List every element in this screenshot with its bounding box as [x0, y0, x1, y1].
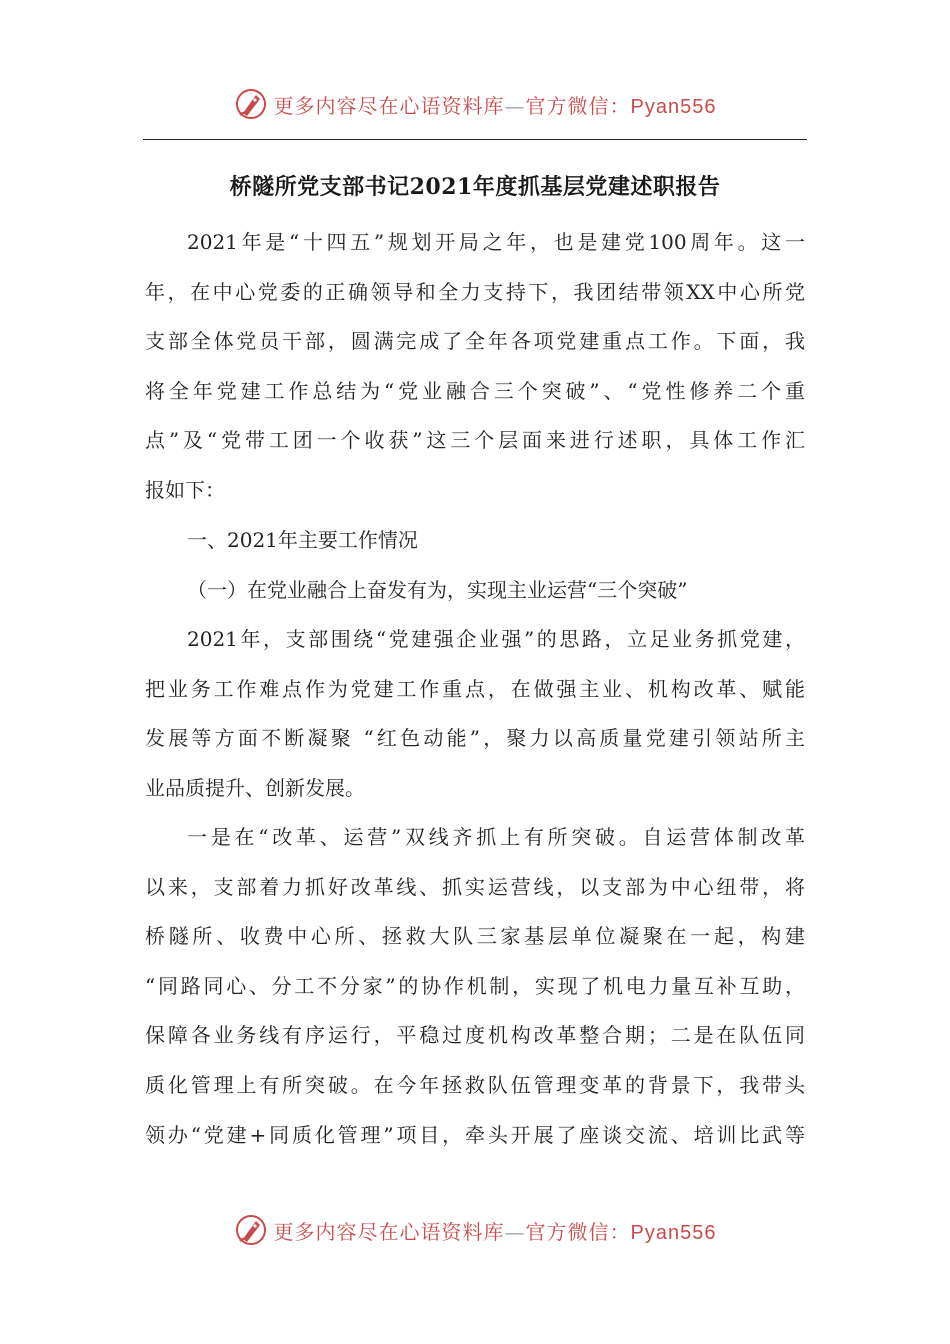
text-line: 一、2021年主要工作情况 [187, 528, 418, 552]
subsection-heading [145, 566, 805, 616]
paragraph-breakthroughs [145, 813, 805, 1160]
text-line: 业品质提升、创新发展。 [145, 775, 365, 800]
text-line: 2021年是“十四五”规划开局之年，也是建党100周年。这一 [187, 230, 805, 254]
header-banner [0, 84, 950, 124]
paragraph-2021 [145, 615, 805, 813]
banner-wechat-id: Pyan556 [630, 95, 717, 118]
text-line: 支部全体党员干部，圆满完成了全年各项党建重点工作。下面，我 [145, 329, 805, 354]
banner-dash: — [504, 93, 526, 118]
text-line: 桥隧所、收费中心所、拯救大队三家基层单位凝聚在一起，构建 [145, 924, 805, 949]
text-line: 把业务工作难点作为党建工作重点，在做强主业、机构改革、赋能 [145, 676, 805, 701]
paragraph-intro [145, 218, 805, 516]
banner-text [274, 90, 717, 119]
banner-wechat-label: 官方微信： [525, 93, 631, 118]
header-divider [143, 139, 807, 140]
banner-wechat-label: 官方微信： [525, 1219, 631, 1244]
banner-dash: — [504, 1219, 526, 1244]
text-line: 质化管理上有所突破。在今年拯救队伍管理变革的背景下，我带头 [145, 1072, 805, 1097]
banner-wechat-id: Pyan556 [630, 1221, 717, 1244]
text-line: 发展等方面不断凝聚 “红色动能”，聚力以高质量党建引领站所主 [145, 726, 805, 751]
text-line: 一是在“改革、运营”双线齐抓上有所突破。自运营体制改革 [187, 825, 805, 849]
document-title: 桥隧所党支部书记2021年度抓基层党建述职报告 [229, 174, 721, 200]
text-line: （一）在党业融合上奋发有为，实现主业运营“三个突破” [187, 578, 688, 602]
text-line: 报如下： [145, 477, 225, 502]
section-heading [145, 516, 805, 566]
pen-nib-logo-icon [234, 1213, 268, 1247]
text-line: 领办“党建+同质化管理”项目，牵头开展了座谈交流、培训比武等 [145, 1122, 805, 1147]
text-line: 以来，支部着力抓好改革线、抓实运营线，以支部为中心纽带，将 [145, 874, 805, 899]
text-line: 点”及“党带工团一个收获”这三个层面来进行述职，具体工作汇 [145, 428, 805, 453]
banner-text [274, 1216, 717, 1245]
text-line: 将全年党建工作总结为“党业融合三个突破”、“党性修养二个重 [145, 378, 805, 403]
pen-nib-logo-icon [234, 87, 268, 121]
banner-main: 更多内容尽在心语资料库 [273, 1219, 505, 1244]
text-line: 2021年，支部围绕“党建强企业强”的思路，立足业务抓党建， [187, 627, 805, 651]
banner-main: 更多内容尽在心语资料库 [273, 93, 505, 118]
text-line: “同路同心、分工不分家”的协作机制，实现了机电力量互补互助， [145, 973, 805, 998]
text-line: 保障各业务线有序运行，平稳过度机构改革整合期；二是在队伍同 [145, 1023, 805, 1048]
text-line: 年，在中心党委的正确领导和全力支持下，我团结带领XX中心所党 [145, 279, 805, 304]
footer-banner [0, 1210, 950, 1250]
